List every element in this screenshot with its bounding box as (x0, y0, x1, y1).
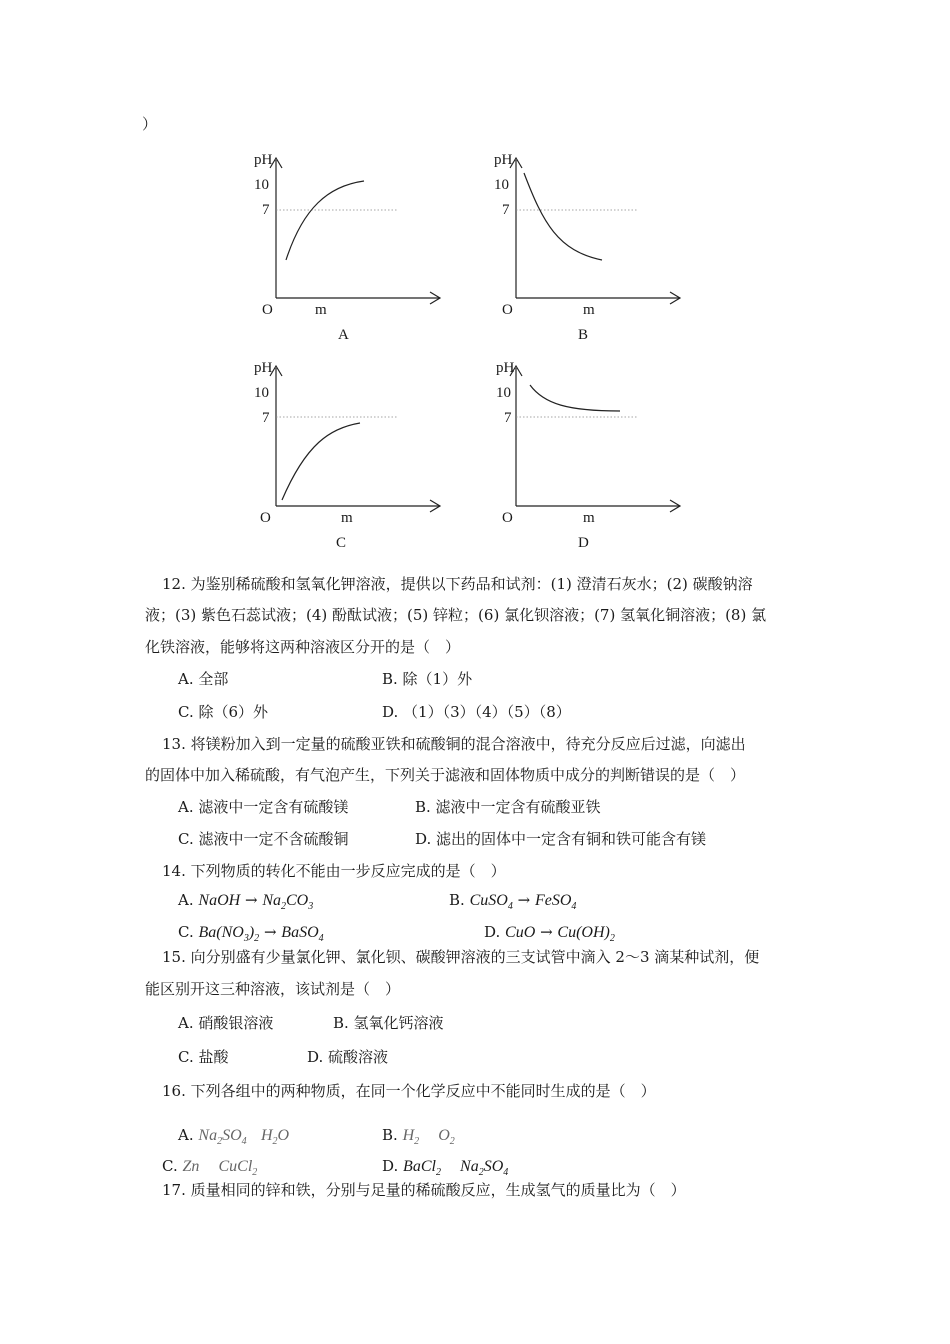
graph-a-origin: O (262, 302, 273, 318)
graph-c-caption: C (336, 535, 347, 551)
graph-c-ph-label: pH (254, 360, 273, 376)
graph-b-tick-10: 10 (494, 177, 509, 193)
graph-b-tick-7: 7 (502, 202, 510, 218)
q15-option-a: A. 硝酸银溶液 (178, 1014, 274, 1032)
graph-d-tick-10: 10 (496, 385, 511, 401)
graph-b-caption: B (578, 327, 589, 343)
q14-option-c: C. $Ba(NO_3)_2$ → BaSO$_4$ (178, 923, 324, 944)
q12-option-d: D. （1）（3）（4）（5）（8） (382, 703, 571, 721)
graph-c-tick-7: 7 (262, 410, 270, 426)
graph-d-caption: D (578, 535, 589, 551)
q12-line-2: 液；(3) 紫色石蕊试液；(4) 酚酞试液；(5) 锌粒；(6) 氯化钡溶液；(7) 氢氧化铜溶液；(8) 氯 (145, 606, 767, 624)
q12-line-1: 12. 为鉴别稀硫酸和氢氧化钾溶液，提供以下药品和试剂：(1) 澄清石灰水；(2) 碳酸钠溶 (162, 575, 753, 593)
q16-option-d: D. BaCl$_2$ $Na_2SO_4$ (382, 1157, 509, 1178)
q13-option-b: B. 滤液中一定含有硫酸亚铁 (415, 798, 601, 816)
q15-option-d: D. 硫酸溶液 (307, 1048, 389, 1066)
q14-stem: 14. 下列物质的转化不能由一步反应完成的是（ ） (162, 862, 506, 880)
graph-d-tick-7: 7 (504, 410, 512, 426)
graph-a-ph-label: pH (254, 152, 273, 168)
graph-a-caption: A (338, 327, 349, 343)
q17-stem: 17. 质量相同的锌和铁，分别与足量的稀硫酸反应，生成氢气的质量比为（ ） (162, 1181, 686, 1199)
q15-line-1: 15. 向分别盛有少量氯化钾、氯化钡、碳酸钾溶液的三支试管中滴入 2～3 滴某种试剂，便 (162, 948, 760, 966)
q12-option-a: A. 全部 (178, 670, 229, 688)
graph-d-origin: O (502, 510, 513, 526)
graph-d-ph-label: pH (496, 360, 515, 376)
graph-c (248, 356, 448, 556)
q15-line-2: 能区别开这三种溶液，该试剂是（ ） (145, 980, 401, 998)
q15-option-b: B. 氢氧化钙溶液 (333, 1014, 444, 1032)
graph-c-tick-10: 10 (254, 385, 269, 401)
graph-a (248, 148, 448, 348)
graph-b (488, 148, 688, 348)
q12-option-c: C. 除（6）外 (178, 703, 269, 721)
q12-option-b: B. 除（1）外 (382, 670, 473, 688)
q13-option-d: D. 滤出的固体中一定含有铜和铁可能含有镁 (415, 830, 707, 848)
graph-c-m-label: m (341, 510, 353, 526)
graph-c-origin: O (260, 510, 271, 526)
q13-line-2: 的固体中加入稀硫酸，有气泡产生，下列关于滤液和固体物质中成分的判断错误的是（ ） (145, 766, 746, 784)
graph-b-ph-label: pH (494, 152, 513, 168)
graph-a-tick-7: 7 (262, 202, 270, 218)
graph-a-curve (286, 181, 364, 260)
graph-d-curve (530, 385, 620, 411)
graph-a-m-label: m (315, 302, 327, 318)
graph-d-m-label: m (583, 510, 595, 526)
q15-option-c: C. 盐酸 (178, 1048, 229, 1066)
graph-c-curve (282, 423, 360, 500)
q14-option-d: D. CuO → $Cu(OH)_2$ (484, 923, 615, 944)
q14-option-a: A. NaOH → $Na_2CO_3$ (178, 891, 314, 912)
q13-option-a: A. 滤液中一定含有硫酸镁 (178, 798, 349, 816)
graph-b-curve (524, 173, 602, 260)
q16-option-c: C. Zn CuCl$_2$ (162, 1157, 258, 1178)
q13-option-c: C. 滤液中一定不含硫酸铜 (178, 830, 349, 848)
q14-option-b: B. CuSO$_4$ → FeSO$_4$ (449, 891, 577, 912)
graph-a-tick-10: 10 (254, 177, 269, 193)
q13-line-1: 13. 将镁粉加入到一定量的硫酸亚铁和硫酸铜的混合溶液中，待充分反应后过滤，向滤出 (162, 735, 746, 753)
continued-paren: ） (142, 115, 158, 133)
q16-option-a: A. $Na_2SO_4$ $H_2O$ (178, 1126, 290, 1147)
graph-d (488, 356, 688, 556)
q16-option-b: B. $H_2$ $O_2$ (382, 1126, 455, 1147)
q16-stem: 16. 下列各组中的两种物质，在同一个化学反应中不能同时生成的是（ ） (162, 1082, 656, 1100)
graph-b-m-label: m (583, 302, 595, 318)
q12-line-3: 化铁溶液，能够将这两种溶液区分开的是（ ） (145, 638, 461, 656)
graph-b-origin: O (502, 302, 513, 318)
